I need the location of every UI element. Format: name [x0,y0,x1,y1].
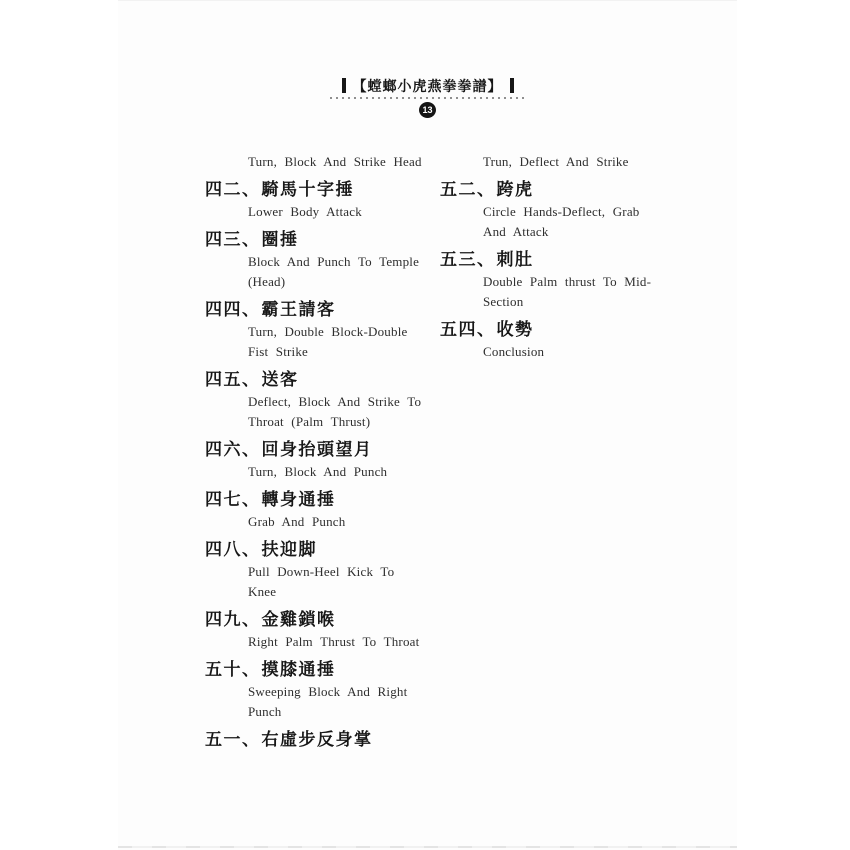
move-name-zh: 回身抬頭望月 [261,440,373,459]
move-name-zh: 圈捶 [261,230,299,249]
move-name-zh: 扶迎脚 [261,540,317,559]
move-name-en: Sweeping Block And Right [248,684,408,699]
move-name-zh: 霸王請客 [261,300,336,319]
toc-item [205,658,455,722]
move-number: 四三、 [205,230,261,249]
move-name-zh: 刺肚 [496,250,534,269]
move-number: 五一、 [205,730,261,749]
move-title-line [205,438,455,462]
move-title-line [440,248,690,272]
move-name-zh: 送客 [261,370,299,389]
toc-item [205,608,455,652]
move-number: 五二、 [440,180,496,199]
move-title-line [205,178,455,202]
move-number: 五三、 [440,250,496,269]
move-number: 五四、 [440,320,496,339]
move-title-line [205,488,455,512]
toc-item [205,298,455,362]
move-name-en: Conclusion [483,344,545,359]
move-number: 五十、 [205,660,261,679]
move-name-zh: 轉身通捶 [261,490,336,509]
move-name-en: Turn, Block And Strike Head [248,154,422,169]
move-name-zh: 跨虎 [496,180,534,199]
toc-item [440,248,690,312]
scan-bottom-edge [118,846,737,848]
toc-item [440,152,690,172]
move-name-en: Fist Strike [248,344,309,359]
move-title-line [205,368,455,392]
move-name-zh: 金雞鎖喉 [261,610,336,629]
move-name-en: Block And Punch To Temple [248,254,420,269]
move-number: 四四、 [205,300,261,319]
toc-item [205,178,455,222]
toc-item [205,152,455,172]
toc-item [440,178,690,242]
move-name-en: And Attack [483,224,549,239]
move-title-line [205,658,455,682]
title-right-bar [510,78,514,93]
move-number: 四五、 [205,370,261,389]
move-name-en: Deflect, Block And Strike To [248,394,422,409]
move-title-line [205,228,455,252]
move-name-en: Throat (Palm Thrust) [248,414,371,429]
toc-item [205,488,455,532]
move-title-line [205,298,455,322]
toc-item [205,368,455,432]
move-name-en: (Head) [248,274,286,289]
move-title-line [440,178,690,202]
move-name-zh: 摸膝通捶 [261,660,336,679]
move-name-en: Knee [248,584,277,599]
move-title-line [205,608,455,632]
toc-item [205,438,455,482]
move-name-zh: 騎馬十字捶 [261,180,354,199]
move-name-en: Turn, Double Block-Double [248,324,408,339]
move-name-en: Trun, Deflect And Strike [483,154,629,169]
move-name-en: Right Palm Thrust To Throat [248,634,420,649]
book-title: 【螳螂小虎燕拳拳譜】 [352,79,503,95]
move-title-line [205,538,455,562]
move-number: 四八、 [205,540,261,559]
page-number-badge: 13 [419,102,436,118]
move-title-line [440,318,690,342]
move-name-en: Circle Hands-Deflect, Grab [483,204,640,219]
move-name-en: Punch [248,704,282,719]
move-name-en: Section [483,294,524,309]
move-number: 四七、 [205,490,261,509]
page-surface [118,0,737,850]
running-title-row [342,77,514,94]
move-number: 四九、 [205,610,261,629]
toc-column-right [440,152,690,368]
move-name-en: Lower Body Attack [248,204,362,219]
toc-item [205,728,455,752]
move-name-zh: 右虛步反身掌 [261,730,373,749]
move-name-en: Double Palm thrust To Mid- [483,274,652,289]
move-name-en: Pull Down-Heel Kick To [248,564,395,579]
move-name-en: Turn, Block And Punch [248,464,388,479]
move-number: 四二、 [205,180,261,199]
title-left-bar [342,78,346,93]
move-title-line [205,728,455,752]
toc-item [205,228,455,292]
toc-item [440,318,690,362]
move-name-zh: 收勢 [496,320,534,339]
move-number: 四六、 [205,440,261,459]
move-name-en: Grab And Punch [248,514,346,529]
toc-column-left [205,152,455,758]
header-dotted-rule [330,97,526,99]
page-header [118,77,737,118]
toc-item [205,538,455,602]
